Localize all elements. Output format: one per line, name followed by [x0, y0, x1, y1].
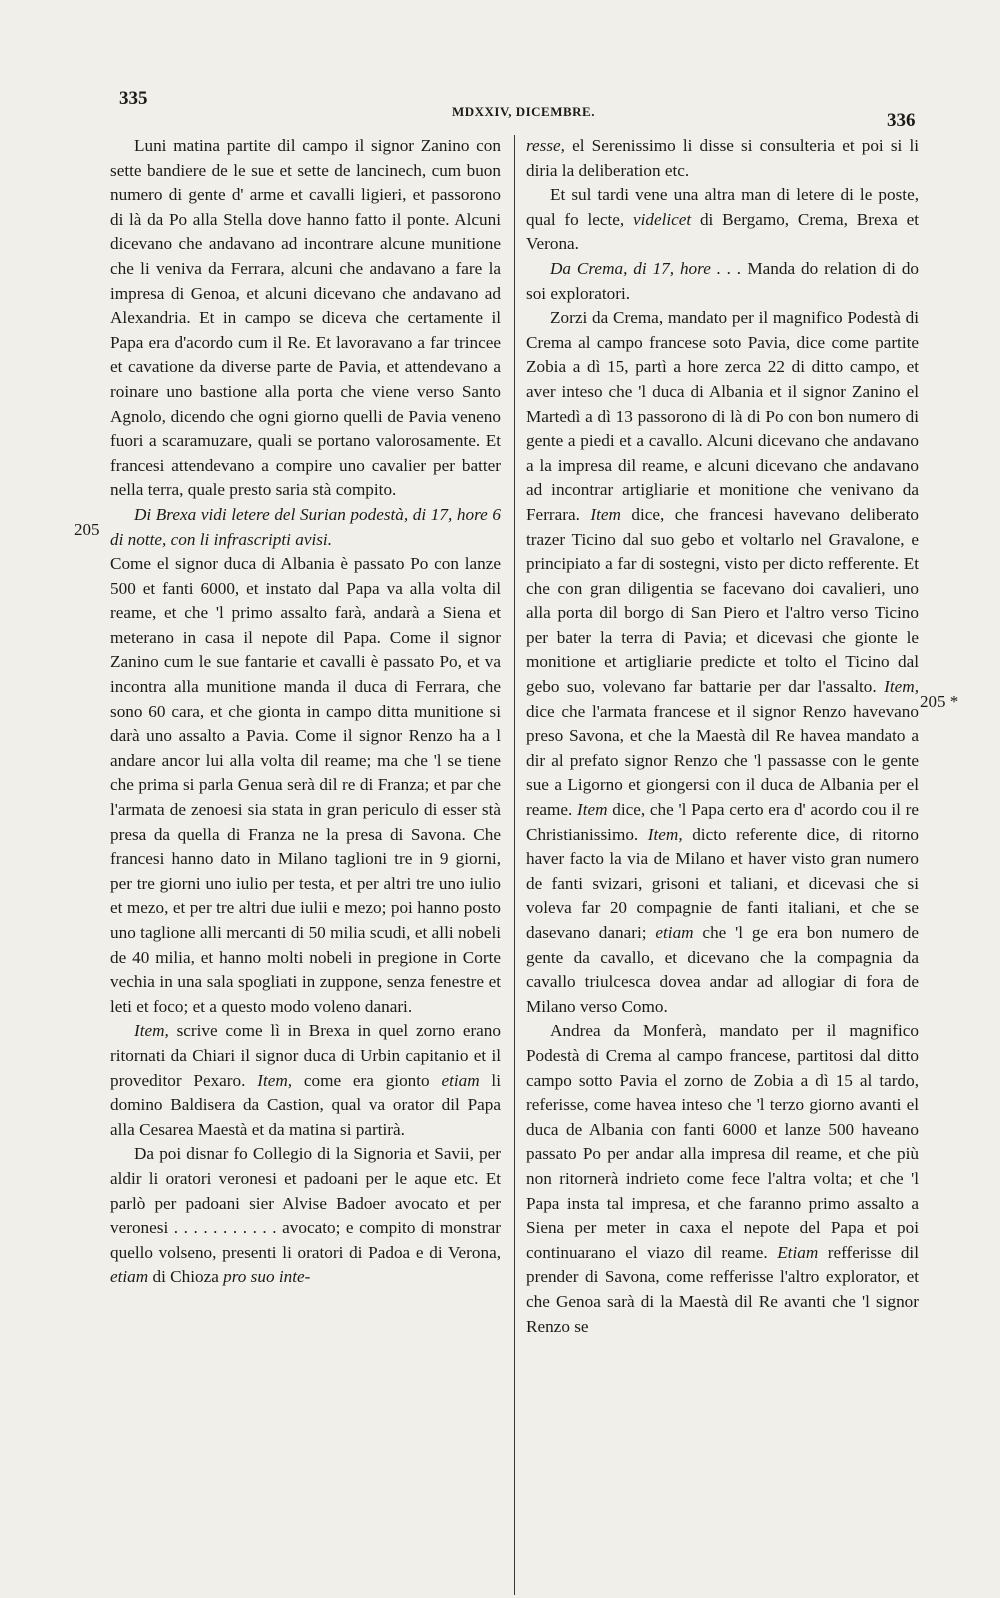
italic-text: videlicet — [632, 209, 692, 229]
left-column — [110, 134, 501, 1290]
italic-text: Item — [590, 504, 621, 524]
section-heading: Di Brexa vidi letere del Surian podestà, di 17, hore 6 di notte, con li infrascripti avisi. — [110, 504, 501, 549]
italic-text: Item, — [257, 1070, 293, 1090]
italic-text: Etiam — [777, 1242, 819, 1262]
text-run: Manda do relation di do soi exploratori. — [526, 258, 920, 303]
italic-text: resse, — [526, 136, 565, 155]
paragraph — [110, 1142, 501, 1290]
paragraph: Come el signor duca di Albania è passato Po con lanze 500 et fanti 6000, et instato dal Papa va alla volta dil reame, et che 'l primo assalto farà, andarà a Siena et meterano in casa il nepote dil Papa. Come il signor Zanino cum le sue fantarie et cavalli è passato Po, et va incontra alla munitione manda il duca di Ferrara, che sono 60 cara, et che gionta in campo ditta munitione si darà uno assalto a Pavia. Come il signor Renzo ha a l andare ancor lui alla volta dil reame; ma che 'l se tiene che prima si parla Genua serà dil re di Franza; et par che l'armata de zenoesi sia stata in gran periculo di esser stà presa da quella di Franza ne la presa di Savona. Che francesi hanno dato in Milano taglioni tre in 9 giorni, per tre giorni uno iulio per testa, et per altri tre uno iulio et mezo, et per tre altri due iulii e mezo; poi hanno posto uno taglione alli mercanti di 50 milia scudi, et alli nobeli de 40 milia, et hanno molti nobeli in pregione in Corte vechia in una sala spogliati in zuppone, senza fenestre et leti et foco; et a questo modo voleno danari. — [110, 554, 501, 1016]
text-run: come era gionto — [292, 1070, 442, 1090]
italic-text: Item, — [134, 1021, 169, 1041]
paragraph — [526, 134, 919, 183]
italic-text: Item, — [647, 824, 683, 844]
italic-text: pro suo inte- — [223, 1267, 311, 1287]
paragraph — [526, 306, 919, 1019]
text-run: Zorzi da Crema, mandato per il magnifico Podestà di Crema al campo francese soto Pavia, dice come partite Zobia a dì 15, partì a hore zerca 22 di ditto campo, et aver inteso che 'l duca di Albania et il signor Zanino el Martedì a dì 13 passorono di là di Po con bon numero di gente a piedi et a cavallo. Alcuni dicevano che andavano a la impresa dil reame, e alcuni dicevano che andavano ad incontrar artigliarie et monitione che venivano da Ferrara. — [526, 308, 919, 524]
italic-text: Da Crema, di 17, hore . . . — [550, 258, 742, 278]
italic-text: Item — [577, 800, 608, 820]
text-run: Da poi disnar fo Collegio di la Signoria et Savii, per aldir li oratori veronesi et padoani per le aque etc. Et parlò per padoani sier Alvise Badoer avocato et per veronesi . . . . . . . . . . . avocato; e compito di monstrar quello volseno, presenti li oratori di Padoa e di Verona, — [110, 1144, 501, 1262]
right-column — [526, 134, 919, 1339]
text-run: che 'l ge era bon numero de gente da cavallo, et dicevano che la compagnia da cavallo triulcesca dovea andar ad allogiar di fora de Milano verso Como. — [526, 923, 920, 1016]
left-page-number: 335 — [119, 88, 148, 109]
italic-text: etiam — [441, 1070, 480, 1090]
text-run: di Chioza — [148, 1267, 224, 1287]
right-margin-note: 205 * — [920, 692, 959, 711]
text-run: dice, che 'l Papa certo era d' acordo cou il re Christianissimo. — [526, 800, 919, 844]
section-heading — [526, 257, 919, 306]
paragraph — [526, 1019, 919, 1339]
text-run: dicto referente dice, di ritorno haver facto la via de Milano et haver visto gran numero de fanti svizari, grisoni et taliani, et dicevasi che si voleva far 20 compagnie de fanti italiani, et che se dasevano danari; — [526, 824, 919, 942]
text-run: dice che l'armata francese et il signor Renzo havevano preso Savona, et che la Maestà dil Re havea mandato a dir al prefato signor Renzo che 'l passasse con le gente sue a Ligorno et giongersi con il duca de Albania per el reame. — [526, 701, 919, 820]
text-run: scrive come lì in Brexa in quel zorno erano ritornati da Chiari il signor duca di Urbin capitanio et il proveditor Pexaro. — [110, 1021, 501, 1090]
left-margin-note: 205 — [74, 520, 100, 539]
text-run: li domino Baldisera da Castion, qual va orator dil Papa alla Cesarea Maestà et da matina si partirà. — [110, 1070, 501, 1139]
text-run: el Serenissimo li disse si consulteria et poi si li diria la deliberation etc. — [526, 136, 919, 180]
text-run: Et sul tardi vene una altra man di letere di le poste, qual fo lecte, — [526, 185, 919, 229]
paragraph: Luni matina partite dil campo il signor Zanino con sette bandiere de le sue et sette de lancinech, cum buon numero di gente d' arme et cavalli ligieri, et passorono di là da Po alla Stella dove hanno fatto il ponte. Alcuni dicevano che andavano ad incontrare alcune munitione che li veniva da Ferrara, alcuni che andavano a fare la impresa di Genoa, et alcuni dicevano che andavano ad Alexandria. Et in campo se diceva che certamente il Papa era d'acordo cum il Re. Et lavoravano a far trincee et cavatione da diverse parte de Pavia, et attendevano a roinare uno bastione alla porta che viene verso Santo Agnolo, dicendo che ogni giorno quelli de Pavia veneno fuori a scaramuzare, quali se portano valorosamente. Et francesi attendevano a compire uno cavalier per batter nella terra, quale presto saria stà compito. — [110, 136, 501, 500]
paragraph — [110, 1019, 501, 1142]
paragraph — [526, 183, 919, 257]
text-run: di Bergamo, Crema, Brexa et Verona. — [526, 209, 919, 254]
running-head: MDXXIV, DICEMBRE. — [452, 104, 595, 119]
italic-text: Item, — [884, 677, 919, 697]
text-run: refferisse dil prender di Savona, come refferisse l'altro explorator, et che Genoa sarà di la Maestà dil Re avanti che 'l signor Renzo se — [526, 1242, 919, 1336]
text-run: Andrea da Monferà, mandato per il magnifico Podestà di Crema al campo francese, partitosi dal ditto campo sotto Pavia el zorno de Zobia a dì 15 al tardo, referisse, come havea inteso che 'l terzo giorno avanti el duca de Albania con fanti 6000 et lanze 500 haveano passato Po per andar alla impresa dil reame, et che più non ritornerà indrieto come fece l'altra volta; et che 'l Papa insta tal impresa, et che faranno primo assalto a Siena per meter in caxa el nepote del Papa et poi continuarano el viazo dil reame. — [526, 1021, 919, 1262]
text-run: dice, che francesi havevano deliberato trazer Ticino dal suo gebo et voltarlo nel Gravalone, e principiato a far di sostegni, visto per dicto refferente. Et che con gran diligentia se facevano doi cavalieri, uno alla porta dil borgo di San Piero et l'altro verso Ticino per bater la terra di Pavia; et dicevasi che gionte le monitione et artigliarie predicte et tolto el Ticino dal gebo suo, volevano far battarie per dar l'assalto. — [526, 504, 919, 697]
italic-text: etiam — [655, 923, 694, 942]
italic-text: etiam — [110, 1267, 149, 1287]
right-page-number: 336 — [887, 110, 916, 131]
column-divider — [514, 135, 515, 1595]
